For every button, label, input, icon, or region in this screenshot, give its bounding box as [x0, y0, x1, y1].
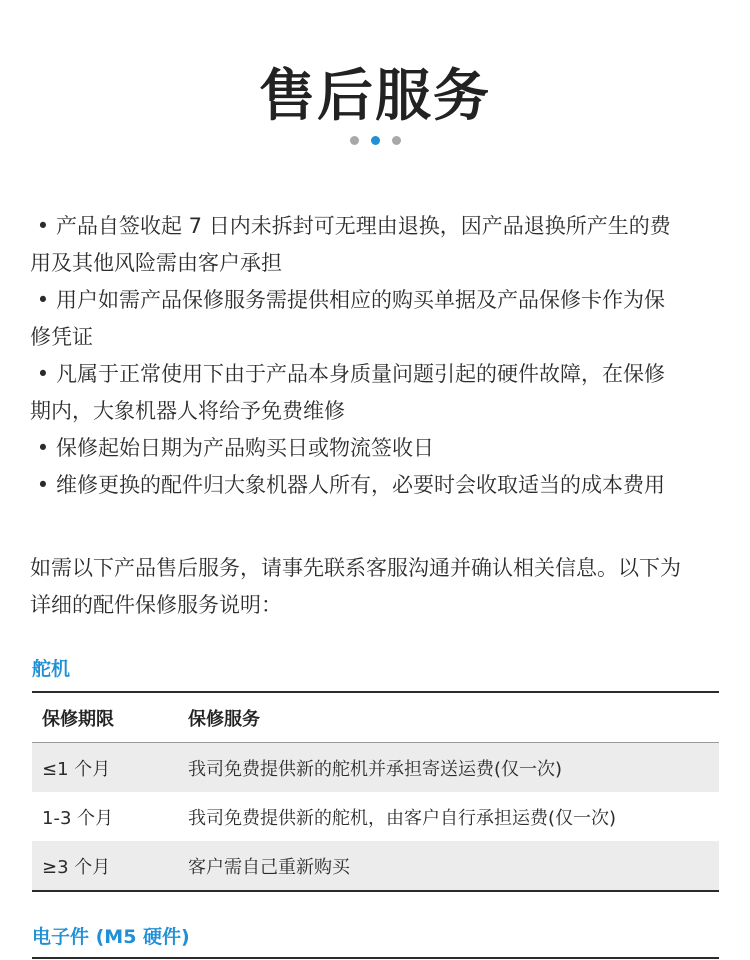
pager-dot-3 — [392, 136, 401, 145]
bullet-line — [30, 467, 730, 504]
bullet-line-continued: 修凭证 — [30, 325, 93, 349]
bullet-dot: • — [36, 473, 50, 497]
bullet-text: 用户如需产品保修服务需提供相应的购买单据及产品保修卡作为保 — [56, 288, 665, 312]
pager-dot-1 — [350, 136, 359, 145]
bullet-text: 保修起始日期为产品购买日或物流签收日 — [56, 436, 434, 460]
bullet-text: 维修更换的配件归大象机器人所有，必要时会收取适当的成本费用 — [56, 473, 665, 497]
bullet-line — [30, 208, 730, 245]
policy-bullet-item — [30, 356, 730, 430]
header-warranty-period: 保修期限 — [42, 708, 114, 730]
cell-service: 我司免费提供新的舵机并承担寄送运费(仅一次) — [188, 758, 563, 780]
servo-warranty-table — [32, 691, 719, 892]
bullet-line-continued: 用及其他风险需由客户承担 — [30, 251, 282, 275]
bullet-dot: • — [36, 362, 50, 386]
header-warranty-service: 保修服务 — [188, 708, 260, 730]
intro-line: 详细的配件保修服务说明： — [30, 593, 282, 617]
bullet-dot: • — [36, 436, 50, 460]
cell-period: 1-3 个月 — [42, 807, 114, 829]
bullet-dot: • — [36, 288, 50, 312]
page-title: 售后服务 — [259, 64, 491, 129]
table-header-row — [32, 693, 719, 743]
table-row — [32, 841, 719, 890]
bullet-text: 产品自签收起 7 日内未拆封可无理由退换，因产品退换所产生的费 — [56, 214, 671, 238]
bullet-text: 凡属于正常使用下由于产品本身质量问题引起的硬件故障，在保修 — [56, 362, 665, 386]
cell-service: 我司免费提供新的舵机，由客户自行承担运费(仅一次) — [188, 807, 617, 829]
pager-dot-2-active — [371, 136, 380, 145]
cell-period: ≤1 个月 — [42, 758, 111, 780]
cell-period: ≥3 个月 — [42, 856, 111, 878]
policy-bullet-item — [30, 467, 730, 504]
electronics-section-title: 电子件 (M5 硬件) — [32, 926, 190, 948]
policy-bullet-item — [30, 282, 730, 356]
cell-service: 客户需自己重新购买 — [188, 856, 350, 878]
policy-bullet-list — [30, 208, 730, 504]
bullet-line — [30, 282, 730, 319]
table-row — [32, 792, 719, 841]
intro-paragraph — [30, 550, 730, 624]
policy-bullet-item — [30, 430, 730, 467]
pager-dots — [0, 136, 750, 145]
bullet-dot: • — [36, 214, 50, 238]
bullet-line-continued: 期内，大象机器人将给予免费维修 — [30, 399, 345, 423]
servo-section-title: 舵机 — [32, 658, 71, 680]
next-table-top-rule — [32, 957, 719, 959]
table-row — [32, 743, 719, 792]
bullet-line — [30, 430, 730, 467]
policy-bullet-item — [30, 208, 730, 282]
intro-line: 如需以下产品售后服务，请事先联系客服沟通并确认相关信息。以下为 — [30, 556, 681, 580]
bullet-line — [30, 356, 730, 393]
